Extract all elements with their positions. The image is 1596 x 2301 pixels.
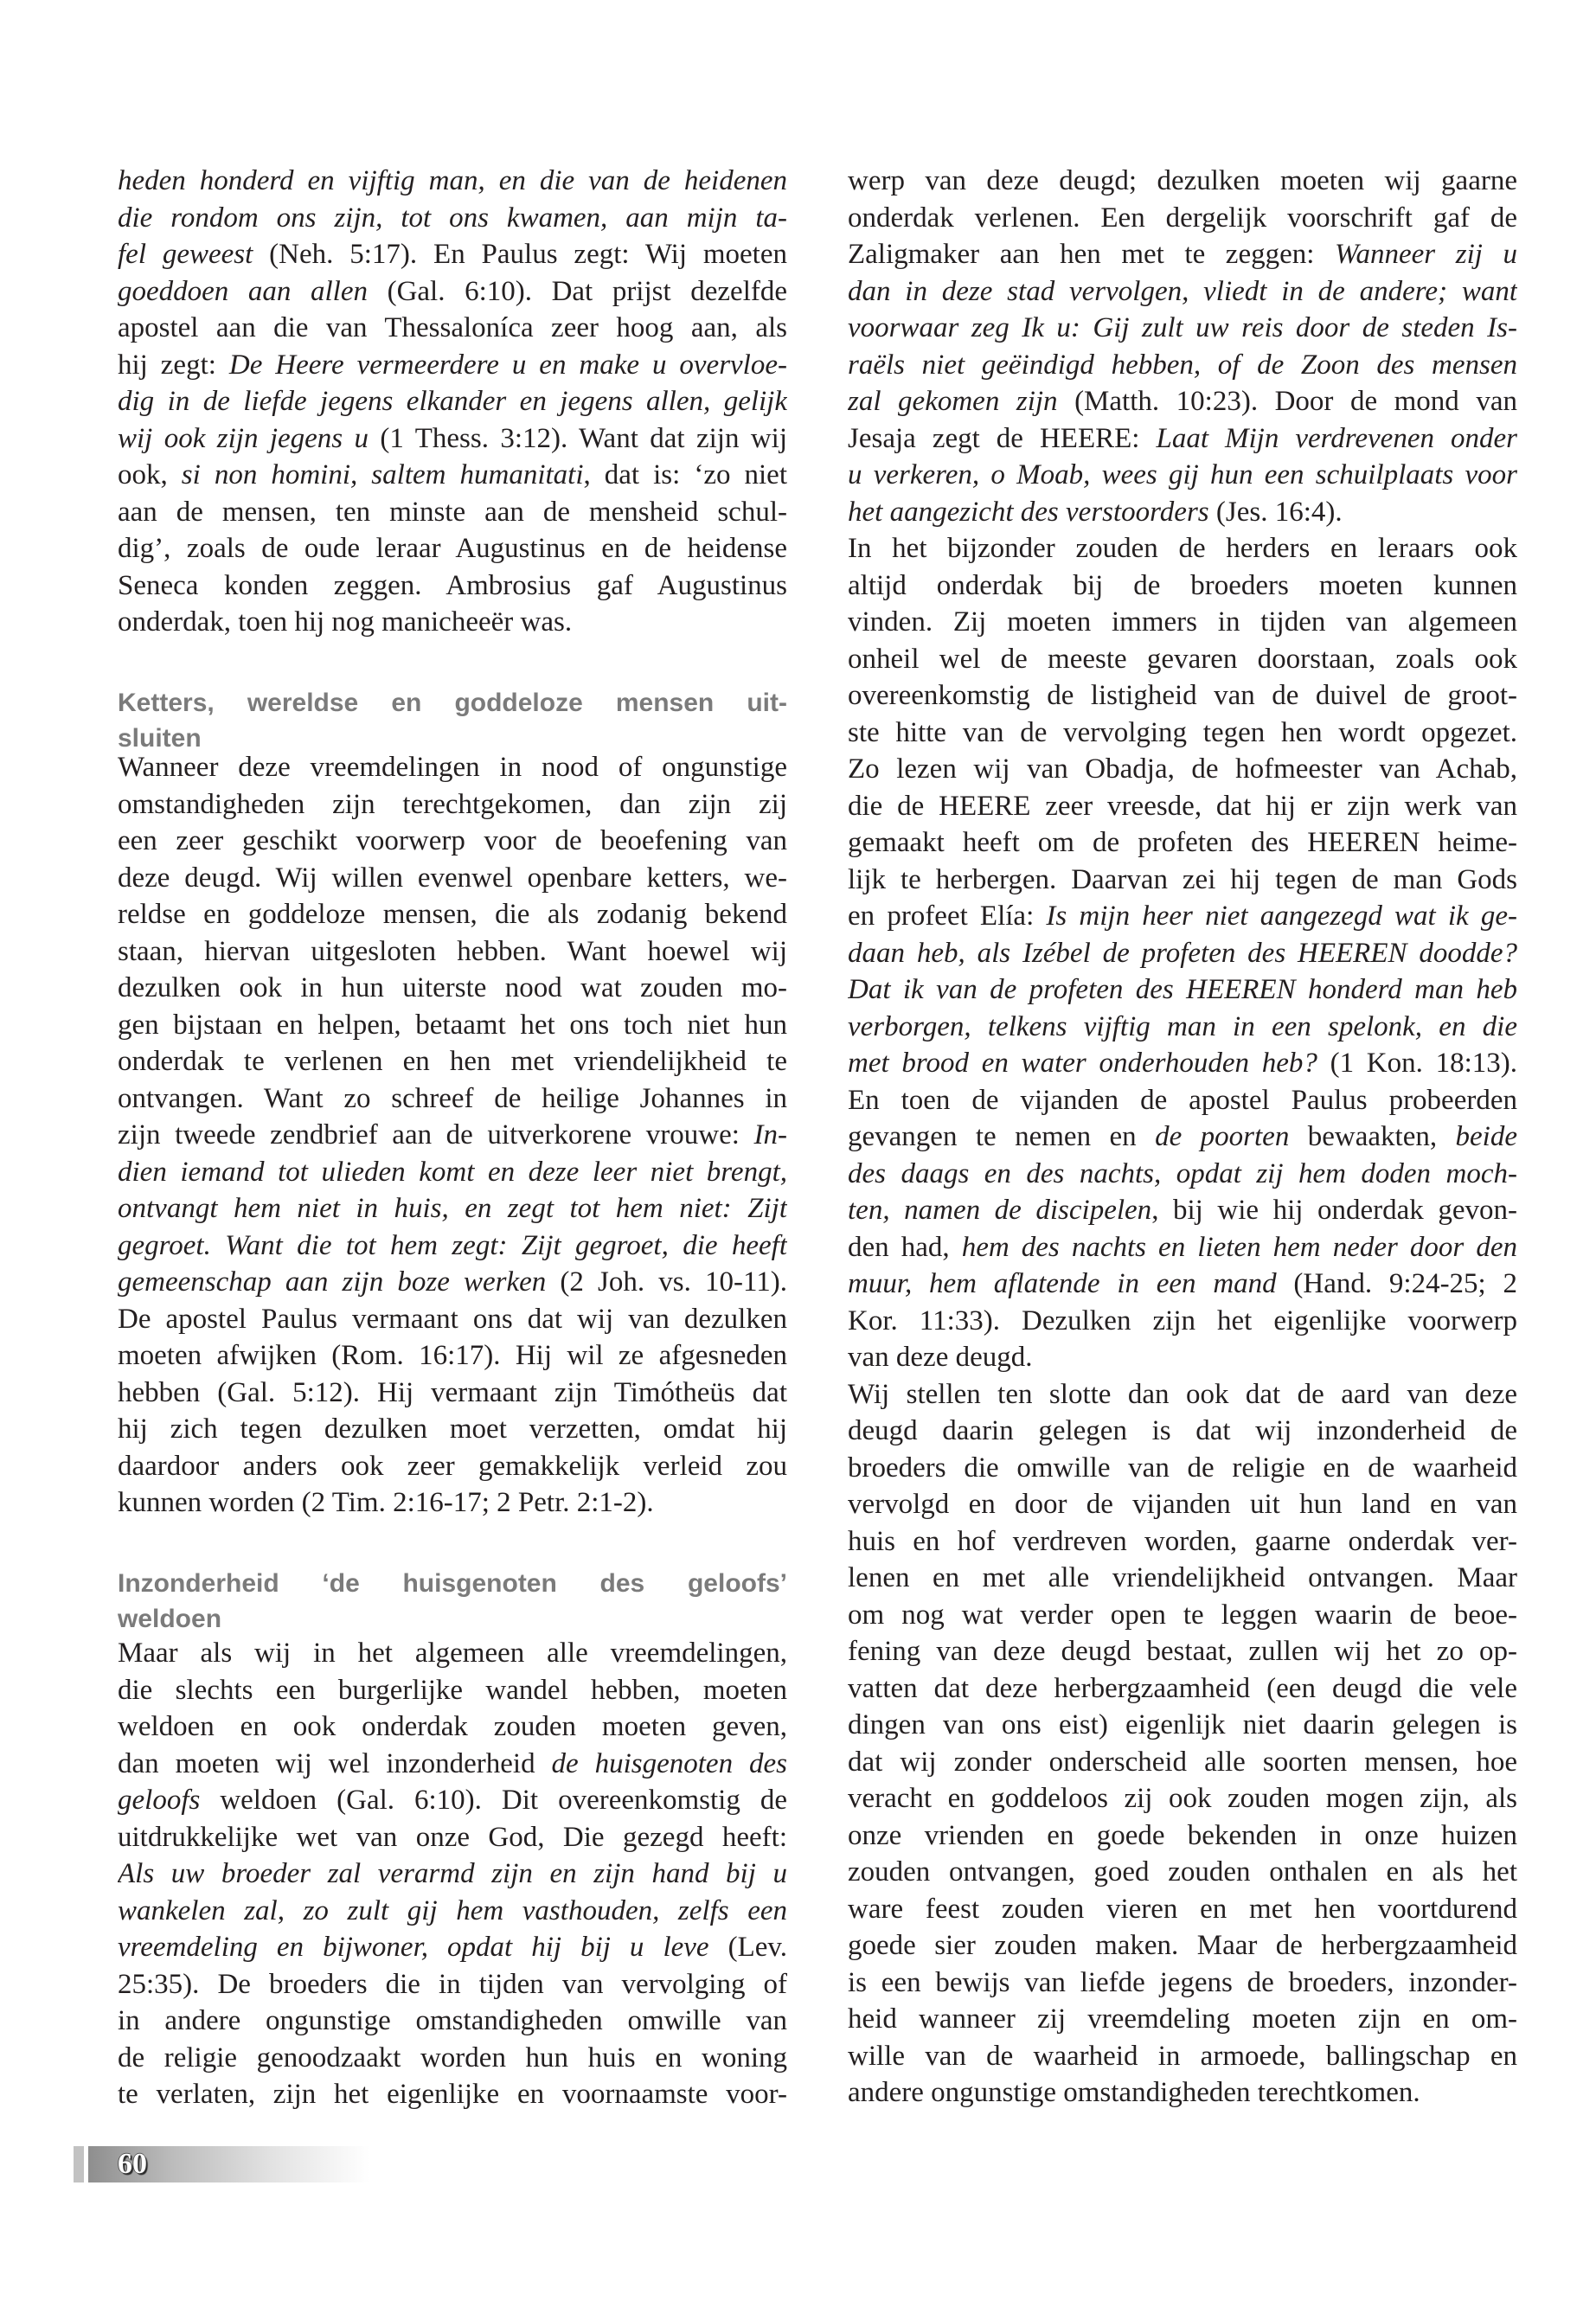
text-line [118, 1856, 787, 1893]
text: Ketters, wereldse en goddeloze mensen uit- [118, 689, 787, 717]
text-line [118, 896, 787, 933]
italic-text: beide [1455, 1121, 1517, 1152]
text-line [118, 273, 787, 311]
text-line [118, 1337, 787, 1375]
text: onderdak, toen hij nog manicheeër was. [118, 606, 573, 638]
italic-text: wij ook zijn jegens u [118, 422, 369, 454]
text: dezulken ook in hun uiterste nood wat zouden mo- [118, 972, 787, 1003]
text: zijn tweede zendbrief aan de uitverkorene vrouwe: [118, 1119, 754, 1150]
text: zouden ontvangen, goed zouden onthalen en als het [848, 1856, 1517, 1888]
text-line [848, 1560, 1517, 1597]
text: altijd onderdak bij de broeders moeten kunnen [848, 569, 1517, 601]
text-line [848, 1450, 1517, 1487]
text-line [848, 2074, 1517, 2112]
text-line [848, 604, 1517, 641]
text-line [848, 1707, 1517, 1744]
text-line [118, 1966, 787, 2003]
text-line [848, 420, 1517, 458]
italic-text: dan in deze stad vervolgen, vliedt in de andere; want [848, 275, 1517, 307]
italic-text: daan heb, als Izébel de profeten des HEEREN doodde? [848, 937, 1517, 969]
text: vervolgd en door de vijanden uit hun land en van [848, 1489, 1517, 1520]
text: omstandigheden zijn terechtgekomen, dan zijn zij [118, 788, 787, 820]
text-line [118, 823, 787, 860]
text-line [118, 1411, 787, 1448]
text: is een bewijs van liefde jegens de broeders, inzonder- [848, 1966, 1517, 1998]
text-line [118, 236, 787, 273]
text: hij zegt: [118, 349, 229, 381]
text-line [118, 2003, 787, 2040]
text: (Hand. 9:24-25; 2 [1276, 1268, 1517, 1299]
text-line [118, 1484, 787, 1522]
text-line [848, 236, 1517, 273]
italic-text: dien iemand tot ulieden komt en deze leer niet brengt, [118, 1156, 787, 1188]
text: apostel aan die van Thessaloníca zeer hoog aan, als [118, 312, 787, 343]
section-heading-ketters [118, 685, 787, 756]
text-line [848, 677, 1517, 715]
text-line [848, 1413, 1517, 1450]
text: (1 Thess. 3:12). Want dat zijn wij [369, 422, 787, 454]
text: weldoen [118, 1605, 222, 1633]
text-line [118, 860, 787, 897]
text-line [848, 457, 1517, 494]
text: gevangen te nemen en [848, 1121, 1156, 1152]
text: (Matth. 10:23). Door de mond van [1057, 386, 1517, 417]
text-line [848, 1156, 1517, 1193]
text-line [118, 786, 787, 824]
text: ontvangen. Want zo schreef de heilige Johannes in [118, 1082, 787, 1114]
italic-text: Als uw broeder zal verarmd zijn en zijn hand bij u [118, 1858, 787, 1889]
text: (Gal. 6:10). Dat prijst dezelfde [367, 275, 787, 307]
italic-text: met brood en water onderhouden heb? [848, 1048, 1317, 1079]
text: een zeer geschikt voorwerp voor de beoefening van [118, 825, 787, 856]
text-line [848, 1597, 1517, 1634]
right-column-text [848, 163, 1517, 2112]
text: dingen van ons eist) eigenlijk niet daarin gelegen is [848, 1709, 1517, 1740]
text: wille van de waarheid in armoede, ballingschap en [848, 2040, 1517, 2072]
text: De apostel Paulus vermaant ons dat wij van dezulken [118, 1303, 787, 1335]
italic-text: het aangezicht des verstoorders [848, 496, 1209, 528]
text: Wij stellen ten slotte dan ook dat de aard van deze [848, 1378, 1517, 1410]
italic-text: Dat ik van de profeten des HEEREN honderd man heb [848, 974, 1517, 1005]
text: ste hitte van de vervolging tegen hen wordt opgezet. [848, 716, 1517, 748]
text-line [118, 1375, 787, 1412]
text: gen bijstaan en helpen, betaamt het ons toch niet hun [118, 1009, 787, 1041]
text: andere ongunstige omstandigheden terechtkomen. [848, 2077, 1420, 2108]
text-line [118, 685, 787, 721]
text-line [848, 1118, 1517, 1156]
text-line [118, 1264, 787, 1301]
footer-marker [74, 2146, 84, 2182]
text: dat wij zonder onderscheid alle soorten mensen, hoe [848, 1746, 1517, 1778]
text: fening van deze deugd bestaat, zullen wij het zo op- [848, 1636, 1517, 1667]
text-line [848, 971, 1517, 1009]
text-line [118, 1154, 787, 1191]
text-line [118, 1929, 787, 1966]
text: weldoen (Gal. 6:10). Dit overeenkomstig de [200, 1785, 787, 1816]
text-line [118, 604, 787, 641]
italic-text: gemeenschap aan zijn boze werken [118, 1266, 547, 1298]
italic-text: raëls niet geëindigd hebben, of de Zoon des mensen [848, 349, 1517, 381]
text-line [118, 1782, 787, 1819]
text-line [848, 898, 1517, 935]
italic-text: heden honderd en vijftig man, en die van de heidenen [118, 165, 787, 196]
italic-text: Laat Mijn verdrevenen onder [1156, 422, 1517, 454]
italic-text: goeddoen aan allen [118, 275, 368, 307]
text-line [118, 1819, 787, 1856]
text: , bij wie hij onderdak gevon- [1151, 1195, 1517, 1226]
text: die de HEERE zeer vreesde, dat hij er zijn werk van [848, 790, 1517, 822]
text-line [848, 1192, 1517, 1229]
text-line [848, 1965, 1517, 2002]
text-line [848, 1009, 1517, 1046]
italic-text: die rondom ons zijn, tot ons kwamen, aan mijn ta- [118, 202, 787, 234]
text: Kor. 11:33). Dezulken zijn het eigenlijke voorwerp [848, 1304, 1517, 1336]
text: uitdrukkelijke wet van onze God, Die gezegd heeft: [118, 1821, 787, 1853]
text: hij zich tegen dezulken moet verzetten, omdat hij [118, 1413, 787, 1445]
text: ook, [118, 459, 182, 490]
text-line [118, 1566, 787, 1601]
text-line [118, 1635, 787, 1672]
italic-text: verborgen, telkens vijftig man in een spelonk, en die [848, 1010, 1517, 1042]
text-line [118, 933, 787, 971]
text: deze deugd. Wij willen evenwel openbare ketters, we- [118, 862, 787, 894]
text-line [848, 1045, 1517, 1082]
text-line [848, 1082, 1517, 1119]
text-line [848, 1670, 1517, 1708]
text: Seneca konden zeggen. Ambrosius gaf Augustinus [118, 569, 787, 601]
text: en profeet Elía: [848, 901, 1047, 932]
italic-text: geloofs [118, 1785, 201, 1816]
text-line [848, 788, 1517, 825]
text-line [848, 641, 1517, 678]
text: ware feest zouden vieren en met hen voortdurend [848, 1893, 1517, 1925]
text: Maar als wij in het algemeen alle vreemdelingen, [118, 1638, 787, 1669]
text-line [118, 1708, 787, 1746]
text: heid wanneer zij vreemdeling moeten zijn en om- [848, 2003, 1517, 2035]
text-line [118, 1190, 787, 1227]
text-line [848, 1229, 1517, 1266]
text: gemaakt heeft om de profeten des HEEREN heime- [848, 827, 1517, 858]
text-line [118, 420, 787, 458]
text-line [848, 273, 1517, 311]
text-line [848, 1854, 1517, 1891]
text: hebben (Gal. 5:12). Hij vermaant zijn Timótheüs dat [118, 1376, 787, 1408]
italic-text: si non homini, saltem humanitati [181, 459, 584, 490]
text: van deze deugd. [848, 1342, 1033, 1373]
text-line [118, 1227, 787, 1265]
text-line [118, 163, 787, 200]
text-line [118, 1043, 787, 1080]
text: dig’, zoals de oude leraar Augustinus en de heidense [118, 533, 787, 564]
italic-text: wankelen zal, zo zult gij hem vasthouden, zelfs een [118, 1894, 787, 1926]
text-line [848, 310, 1517, 347]
text-line [118, 347, 787, 384]
text-line [118, 310, 787, 347]
text: aan de mensen, ten minste aan de mensheid schul- [118, 496, 787, 528]
text-line [848, 200, 1517, 237]
italic-text: des daags en des nachts, opdat zij hem doden moch- [848, 1157, 1517, 1189]
italic-text: dig in de liefde jegens elkander en jegens allen, gelijk [118, 386, 787, 417]
text-line [848, 1523, 1517, 1561]
italic-text: vreemdeling en bijwoner, opdat hij bij u leve [118, 1932, 709, 1963]
text: lenen en met alle vriendelijkheid ontvangen. Maar [848, 1562, 1517, 1593]
italic-text: zal gekomen zijn [848, 386, 1058, 417]
text: daardoor anders ook zeer gemakkelijk verleid zou [118, 1450, 787, 1482]
text: (2 Joh. vs. 10-11). [546, 1266, 787, 1298]
text-line [118, 1893, 787, 1930]
text: En toen de vijanden de apostel Paulus probeerden [848, 1084, 1517, 1116]
text: lijk te herbergen. Daarvan zei hij tegen de man Gods [848, 863, 1517, 895]
text-line [848, 1927, 1517, 1965]
text-line [848, 347, 1517, 384]
paragraph-huisgenoten [118, 1635, 787, 2113]
text-line [848, 862, 1517, 899]
text: In het bijzonder zouden de herders en leraars ook [848, 533, 1517, 564]
italic-text: muur, hem aflatende in een mand [848, 1268, 1277, 1299]
text: (Jes. 16:4). [1208, 496, 1343, 528]
text: kunnen worden (2 Tim. 2:16-17; 2 Petr. 2:1-2). [118, 1487, 654, 1518]
text-line [848, 1633, 1517, 1670]
text: Inzonderheid ‘de huisgenoten des geloofs’ [118, 1569, 787, 1598]
text: onderdak te verlenen en hen met vriendelijkheid te [118, 1046, 787, 1077]
text-line [118, 1007, 787, 1044]
text-line [848, 824, 1517, 862]
text-line [118, 530, 787, 567]
text-line [848, 715, 1517, 752]
text-line [848, 1780, 1517, 1817]
text-line [848, 530, 1517, 567]
italic-text: gegroet. Want die tot hem zegt: Zijt gegroet, die heeft [118, 1229, 787, 1261]
text: broeders die omwille van de religie en de waarheid [848, 1452, 1517, 1484]
text: vatten dat deze herbergzaamheid (een deugd die vele [848, 1672, 1517, 1704]
text: vinden. Zij moeten immers in tijden van algemeen [848, 606, 1517, 638]
text-line [848, 383, 1517, 420]
text-line [118, 200, 787, 237]
text-line [118, 1117, 787, 1154]
text: veracht en goddeloos zij ook zouden mogen zijn, als [848, 1783, 1517, 1814]
paragraph-ketters [118, 749, 787, 1522]
text-line [118, 1601, 787, 1637]
text: huis en hof verdreven worden, gaarne onderdak ver- [848, 1525, 1517, 1557]
italic-text: De Heere vermeerdere u en make u overvloe- [228, 349, 787, 381]
text-line [848, 1744, 1517, 1781]
text-line [118, 2076, 787, 2113]
text: te verlaten, zijn het eigenlijke en voornaamste voor- [118, 2079, 787, 2110]
text-line [118, 457, 787, 494]
text-line [848, 567, 1517, 605]
text: werp van deze deugd; dezulken moeten wij gaarne [848, 165, 1517, 196]
text-line [118, 1672, 787, 1709]
text-line [848, 1486, 1517, 1523]
italic-text: ten, namen de discipelen [848, 1195, 1152, 1226]
text-line [118, 1080, 787, 1118]
italic-text: voorwaar zeg Ik u: Gij zult uw reis door de steden Is- [848, 312, 1517, 343]
text-line [118, 970, 787, 1007]
text: deugd daarin gelegen is dat wij inzonderheid de [848, 1415, 1517, 1446]
text-line [848, 494, 1517, 531]
text: de religie genoodzaakt worden hun huis en woning [118, 2041, 787, 2073]
italic-text: hem des nachts en lieten hem neder door den [961, 1231, 1517, 1263]
italic-text: u verkeren, o Moab, wees gij hun een schuilplaats voor [848, 459, 1517, 490]
text: Jesaja zegt de HEERE: [848, 422, 1157, 454]
text: (1 Kon. 18:13). [1317, 1048, 1517, 1079]
italic-text: de huisgenoten des [551, 1747, 787, 1779]
page-number: 60 [118, 2148, 147, 2180]
text: 25:35). De broeders die in tijden van vervolging of [118, 1968, 787, 2000]
text-line [118, 1301, 787, 1338]
text-line [848, 2001, 1517, 2038]
text-line [848, 1817, 1517, 1855]
text: goede sier zouden maken. Maar de herbergzaamheid [848, 1930, 1517, 1961]
text-line [848, 1303, 1517, 1340]
text: (Lev. [708, 1932, 787, 1963]
text: onze vrienden en goede bekenden in onze huizen [848, 1819, 1517, 1851]
text-line [848, 1891, 1517, 1928]
italic-text: ontvangt hem niet in huis, en zegt tot hem niet: Zijt [118, 1193, 787, 1224]
text: sluiten [118, 724, 202, 753]
text: onderdak verlenen. Een dergelijk voorschrift gaf de [848, 202, 1517, 234]
text: (Neh. 5:17). En Paulus zegt: Wij moeten [253, 239, 787, 270]
text-line [118, 383, 787, 420]
text: in andere ongunstige omstandigheden omwille van [118, 2005, 787, 2036]
text-line [848, 935, 1517, 972]
text-line [118, 567, 787, 605]
text: bewaakten, [1289, 1121, 1456, 1152]
paragraph-continuation [118, 163, 787, 641]
text: die slechts een burgerlijke wandel hebben, moeten [118, 1674, 787, 1706]
text: dan moeten wij wel inzonderheid [118, 1747, 552, 1779]
text-line [118, 1746, 787, 1783]
text-line [118, 1448, 787, 1485]
text: onheil wel de meeste gevaren doorstaan, zoals ook [848, 643, 1517, 675]
text-line [118, 494, 787, 531]
text: Zo lezen wij van Obadja, de hofmeester van Achab, [848, 753, 1517, 785]
section-heading-huisgenoten [118, 1566, 787, 1637]
italic-text: fel geweest [118, 239, 253, 270]
text: om nog wat verder open te leggen waarin de beoe- [848, 1599, 1517, 1631]
text: Zaligmaker aan hen met te zeggen: [848, 239, 1336, 270]
text-line [848, 1266, 1517, 1303]
text-line [848, 751, 1517, 788]
text-line [848, 1339, 1517, 1376]
text: Wanneer deze vreemdelingen in nood of ongunstige [118, 752, 787, 783]
text: reldse en goddeloze mensen, die als zodanig bekend [118, 899, 787, 930]
italic-text: Wanneer zij u [1335, 239, 1517, 270]
text-line [118, 2040, 787, 2077]
text: weldoen en ook onderdak zouden moeten geven, [118, 1711, 787, 1742]
text-line [848, 1376, 1517, 1413]
italic-text: Is mijn heer niet aangezegd wat ik ge- [1046, 901, 1517, 932]
text: den had, [848, 1231, 962, 1263]
text-line [118, 749, 787, 786]
text: overeenkomstig de listigheid van de duivel de groot- [848, 680, 1517, 711]
text: , dat is: ‘zo niet [583, 459, 787, 490]
italic-text: de poorten [1155, 1121, 1290, 1152]
text-line [848, 163, 1517, 200]
text: moeten afwijken (Rom. 16:17). Hij wil ze afgesneden [118, 1340, 787, 1371]
text-line [848, 2038, 1517, 2075]
italic-text: In- [753, 1119, 787, 1150]
text: staan, hiervan uitgesloten hebben. Want hoewel wij [118, 935, 787, 967]
